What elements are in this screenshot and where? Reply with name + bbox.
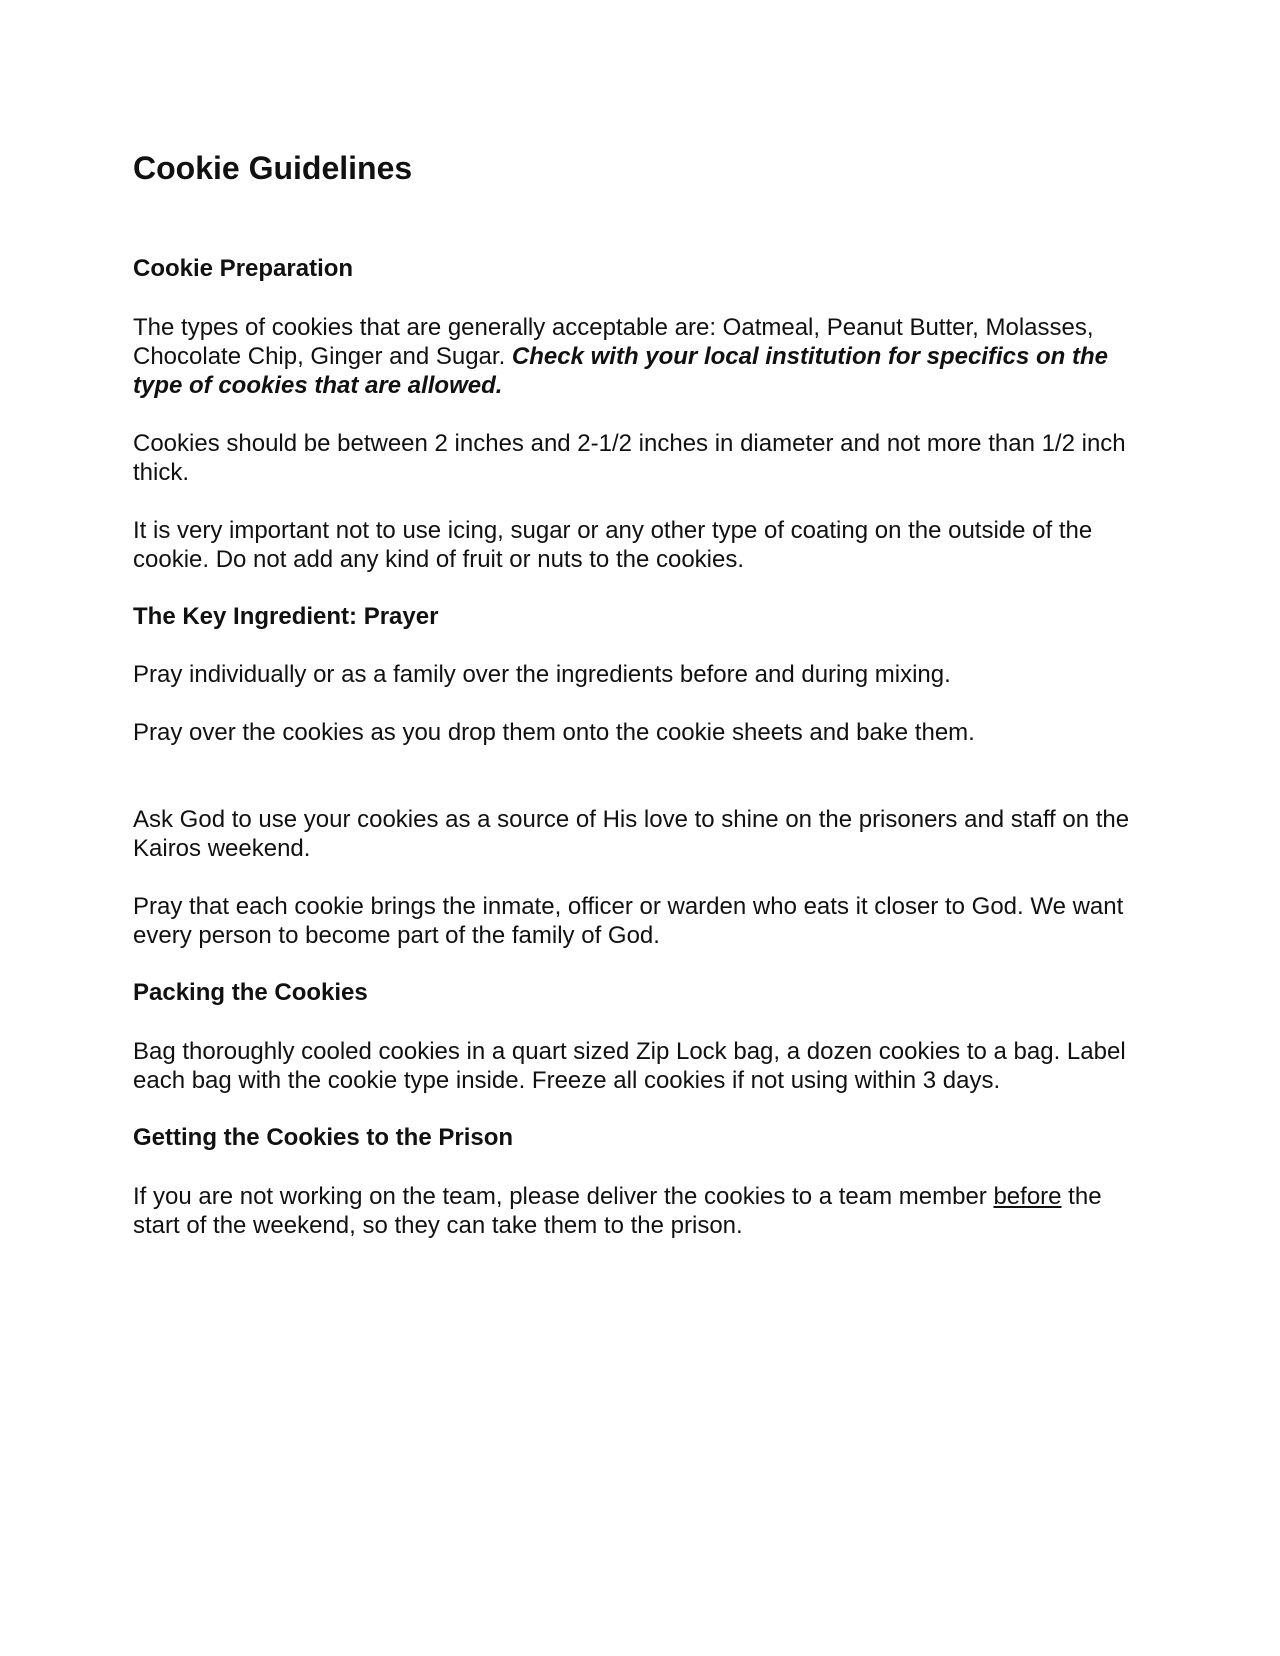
paragraph-cookie-types <box>133 313 1148 400</box>
paragraph-delivery <box>133 1182 1148 1240</box>
paragraph-no-coating: It is very important not to use icing, sugar or any other type of coating on the outside of the cookie. Do not add any kind of fruit or nuts to the cookies. <box>133 516 1093 573</box>
paragraph-pray-mixing: Pray individually or as a family over the ingredients before and during mixing. <box>133 661 951 689</box>
page-title: Cookie Guidelines <box>133 150 413 186</box>
paragraph-pray-each-cookie: Pray that each cookie brings the inmate, officer or warden who eats it closer to God. We want every person to become part of the family of God. <box>133 893 1124 950</box>
paragraph-ask-god: Ask God to use your cookies as a source of His love to shine on the prisoners and staff on the Kairos weekend. <box>133 806 1130 863</box>
cookie-types-emphasis: Check with your local institution for specifics on the type of cookies that are allowed. <box>133 342 1108 399</box>
document-page <box>133 150 1148 1240</box>
delivery-text-start: If you are not working on the team, please deliver the cookies to a team member <box>133 1182 994 1210</box>
section-heading-packing: Packing the Cookies <box>133 979 368 1007</box>
cookie-types-text: The types of cookies that are generally acceptable are: Oatmeal, Peanut Butter, Molasses, Chocolate Chip, Ginger and Sugar. <box>133 313 1094 370</box>
section-heading-preparation: Cookie Preparation <box>133 254 354 282</box>
section-heading-prayer: The Key Ingredient: Prayer <box>133 602 439 630</box>
delivery-before-underlined: before <box>993 1182 1062 1210</box>
paragraph-packing: Bag thoroughly cooled cookies in a quart sized Zip Lock bag, a dozen cookies to a bag. Label each bag with the cookie type inside. Freeze all cookies if not using within 3 days. <box>133 1038 1126 1095</box>
paragraph-pray-baking: Pray over the cookies as you drop them onto the cookie sheets and bake them. <box>133 719 975 747</box>
section-heading-delivery: Getting the Cookies to the Prison <box>133 1124 514 1152</box>
paragraph-cookie-size: Cookies should be between 2 inches and 2-1/2 inches in diameter and not more than 1/2 inch thick. <box>133 429 1126 486</box>
delivery-text-end: the start of the weekend, so they can take them to the prison. <box>133 1182 1102 1239</box>
